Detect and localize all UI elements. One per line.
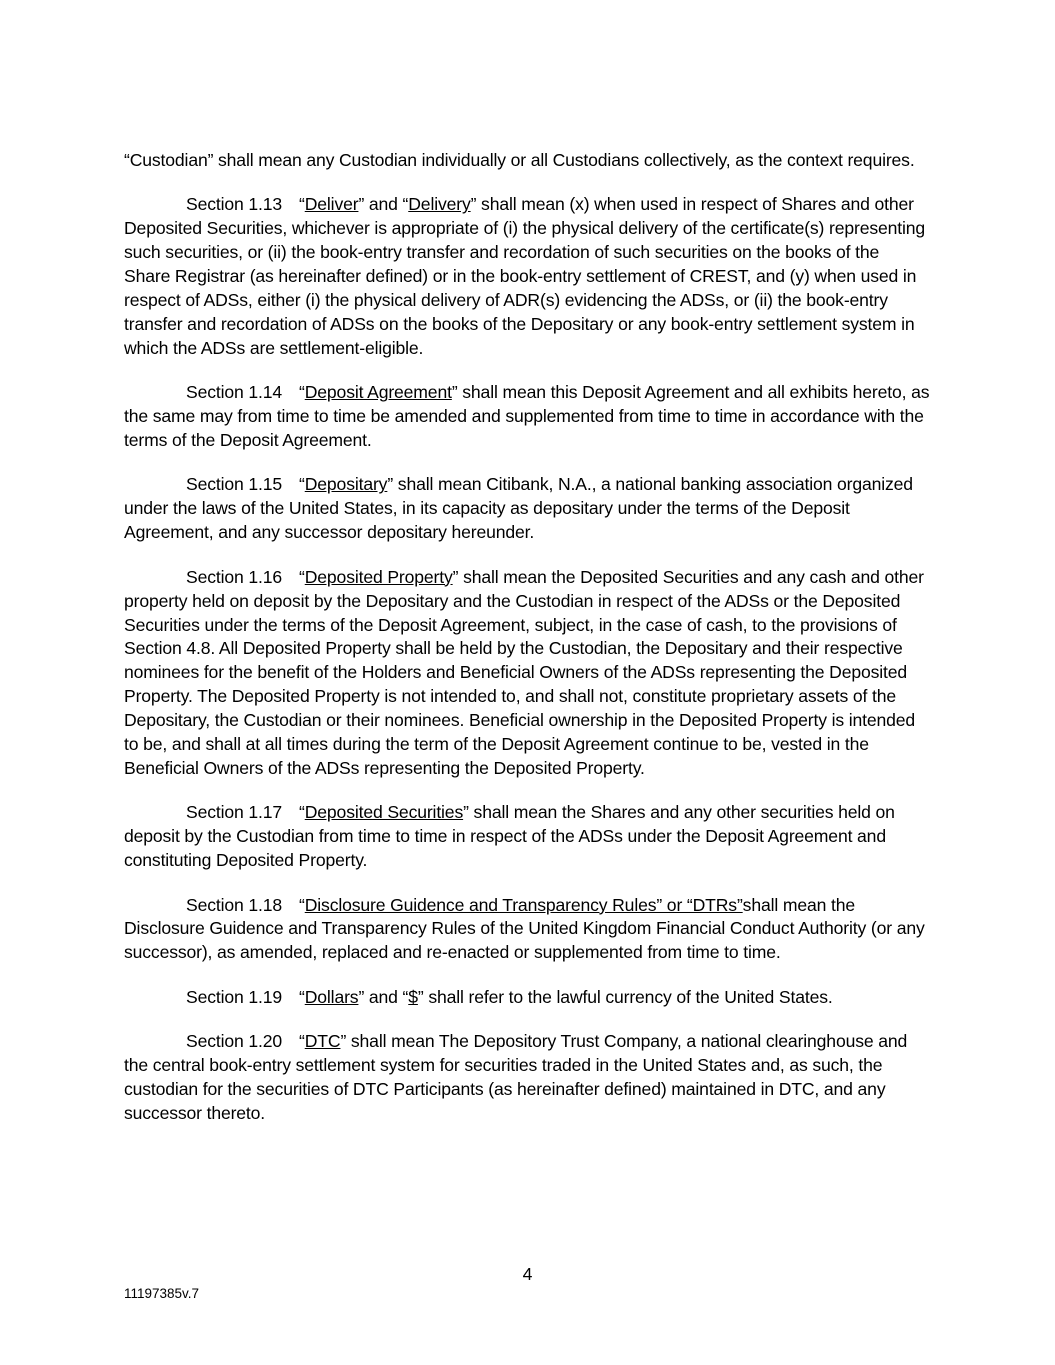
custodian-definition-continuation: “Custodian” shall mean any Custodian individually or all Custodians collectively, as the context requires. [124, 150, 915, 170]
section-1-15 [124, 473, 930, 545]
definition-text: ” shall refer to the lawful currency of the United States. [417, 986, 833, 1007]
section-number: Section 1.17 [186, 802, 283, 823]
defined-term-dtc: DTC [304, 1031, 341, 1052]
section-1-18 [124, 894, 930, 966]
section-number: Section 1.14 [186, 382, 283, 403]
open-quote: “ [299, 194, 305, 215]
section-number: Section 1.18 [186, 894, 283, 915]
definition-text: shall mean the Disclosure Guidence and Transparency Rules of the United Kingdom Financial Conduct Authority (or any successor), as amended, replaced and re-enacted or supplemented from time to time. [124, 894, 925, 963]
open-quote: “ [299, 566, 305, 587]
term-connector: ” and “ [358, 194, 409, 215]
definition-text: ” shall mean The Depository Trust Company, a national clearinghouse and the central book-entry settlement system for securities traded in the United States and, as such, the custodian for the securities of DTC Participants (as hereinafter defined) maintained in DTC, and any successor thereto. [124, 1031, 908, 1123]
open-quote: “ [299, 894, 305, 915]
defined-term-delivery: Delivery [408, 194, 471, 215]
definition-text: ” shall mean (x) when used in respect of Shares and other Deposited Securities, whichever is appropriate of (i) the physical delivery of the certificate(s) representing such securities, or (ii) the book-entry transfer and recordation of such securities on the books of the Share Registrar (as hereinafter defined) or in the book-entry settlement of CREST, and (y) when used in respect of ADSs, either (i) the physical delivery of ADR(s) evidencing the ADSs, or (ii) the book-entry transfer and recordation of ADSs on the books of the Depositary or any book-entry settlement system in which the ADSs are settlement-eligible. [124, 194, 926, 358]
open-quote: “ [299, 802, 305, 823]
definition-text: ” shall mean the Shares and any other securities held on deposit by the Custodian from time to time in respect of the ADSs under the Deposit Agreement and constituting Deposited Property. [124, 802, 895, 871]
open-quote: “ [299, 986, 305, 1007]
section-number: Section 1.13 [186, 194, 283, 215]
document-id: 11197385v.7 [124, 1286, 200, 1301]
defined-term-deposit-agreement: Deposit Agreement [304, 382, 452, 403]
section-number: Section 1.15 [186, 474, 283, 495]
defined-term-deposited-securities: Deposited Securities [304, 802, 464, 823]
defined-term-deposited-property: Deposited Property [304, 566, 453, 587]
section-1-19 [124, 986, 930, 1010]
section-number: Section 1.16 [186, 566, 283, 587]
definition-text: ” shall mean the Deposited Securities and any cash and other property held on deposit by the Depositary and the Custodian in respect of the ADSs or the Deposited Securities under the terms of the Deposit Agreement, subject, in the case of cash, to the provisions of Section 4.8. All Deposited Property shall be held by the Custodian, the Depositary and their respective nominees for the benefit of the Holders and Beneficial Owners of the ADSs representing the Deposited Property. The Deposited Property is not intended to, and shall not, constitute proprietary assets of the Depositary, the Custodian or their nominees. Beneficial ownership in the Deposited Property is intended to be, and shall at all times during the term of the Deposit Agreement continue to be, vested in the Beneficial Owners of the ADSs representing the Deposited Property. [124, 566, 924, 778]
defined-term-deliver: Deliver [304, 194, 359, 215]
open-quote: “ [299, 382, 305, 403]
definition-text: ” shall mean Citibank, N.A., a national banking association organized under the laws of the United States, in its capacity as depositary under the terms of the Deposit Agreement, and any successor depositary hereunder. [124, 474, 913, 543]
section-1-17 [124, 801, 930, 873]
defined-term-dollars: Dollars [304, 986, 359, 1007]
defined-term-dollar-sign: $ [408, 986, 418, 1007]
open-quote: “ [299, 474, 305, 495]
section-1-13 [124, 193, 930, 360]
defined-term-depositary: Depositary [304, 474, 388, 495]
definition-text: ” shall mean this Deposit Agreement and all exhibits hereto, as the same may from time to time be amended and supplemented from time to time in accordance with the terms of the Deposit Agreement. [124, 382, 930, 451]
defined-term-dtrs: Disclosure Guidence and Transparency Rules” or “DTRs” [304, 894, 743, 915]
term-connector: ” and “ [358, 986, 409, 1007]
document-body [124, 149, 930, 1146]
page-number: 4 [522, 1264, 533, 1284]
section-number: Section 1.20 [186, 1031, 283, 1052]
section-1-14 [124, 381, 930, 453]
section-1-20 [124, 1030, 930, 1126]
open-quote: “ [299, 1031, 305, 1052]
section-number: Section 1.19 [186, 986, 283, 1007]
section-1-16 [124, 566, 930, 781]
